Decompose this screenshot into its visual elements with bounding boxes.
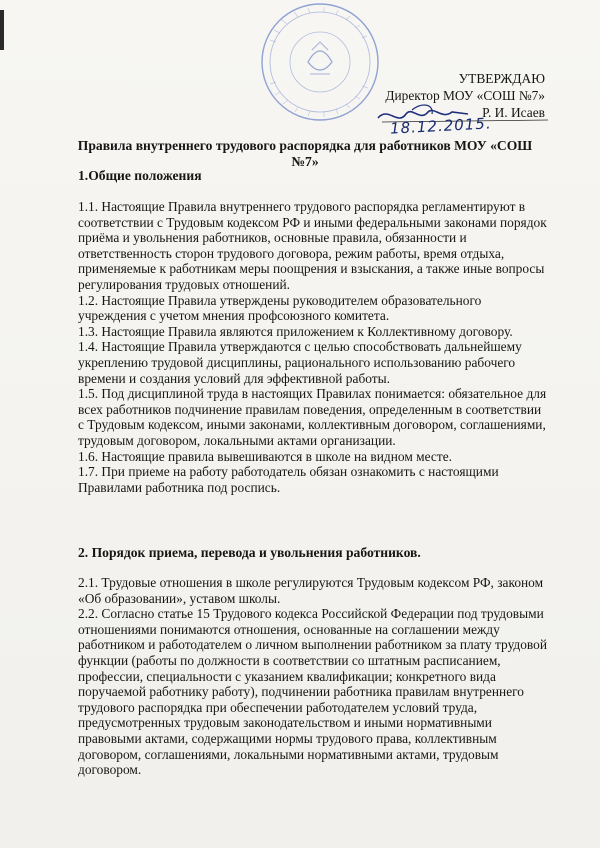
clause-1-7: 1.7. При приеме на работу работодатель обязан ознакомить с настоящими Правилами работника под роспись.: [78, 464, 499, 495]
clause-1-5: 1.5. Под дисциплиной труда в настоящих Правилах понимается: обязательное для всех работников подчинение правилам поведения, определенным в соответствии с Трудовым кодексом, иными законами, коллективным договором, соглашениями, трудовым договором, локальными актами организации.: [78, 386, 547, 448]
clause-2-2: 2.2. Согласно статье 15 Трудового кодекса Российской Федерации под трудовыми отношениями понимаются отношения, основанные на соглашении между работником и работодателем о личном выполнении работником за плату трудовой функции (работы по должности в соответствии со штатным расписанием, профессии, специальности с указанием квалификации; конкретного вида поручаемой работнику работу), подчинении работника правилам внутреннего трудового распорядка при обеспечении работодателем условий труда, предусмотренных трудовым законодательством и иными нормативными правовыми актами, содержащими нормы трудового права, коллективным договором, соглашениями, локальными нормативными актами, трудовым договором.: [78, 606, 548, 778]
approve-label: УТВЕРЖДАЮ: [458, 71, 545, 86]
document-title: Правила внутреннего трудового распорядка для работников МОУ «СОШ №7»: [77, 138, 533, 169]
clause-2-1: 2.1. Трудовые отношения в школе регулируются Трудовым кодексом РФ, законом «Об образовании», уставом школы.: [78, 575, 544, 606]
clause-1-6: 1.6. Настоящие правила вывешиваются в школе на видном месте.: [78, 448, 452, 464]
director-line: Директор МОУ «СОШ №7»: [385, 88, 545, 103]
section-1-body: [78, 199, 548, 495]
section-1-heading: 1.Общие положения: [78, 168, 202, 183]
signature-date: 18.12.2015.: [389, 114, 493, 138]
clause-1-2: 1.2. Настоящие Правила утверждены руководителем образовательного учреждения с учетом мнения профсоюзного комитета.: [78, 292, 482, 324]
school-seal-stamp: [250, 0, 390, 130]
director-name: Р. И. Исаев: [482, 105, 545, 120]
clause-1-1: 1.1. Настоящие Правила внутреннего трудового распорядка регламентируют в соответствии с Трудовым кодексом РФ и иными федеральными законами порядок приёма и увольнения работников, основные правила, обязанности и ответственность сторон трудового договора, режим работы, время отдыха, применяемые к работникам меры поощрения и взыскания, а также иные вопросы регулирования трудовых отношений.: [78, 199, 547, 292]
section-2-heading: 2. Порядок приема, перевода и увольнения работников.: [78, 545, 421, 560]
clause-1-4: 1.4. Настоящие Правила утверждаются с целью способствовать дальнейшему укреплению трудовой дисциплины, рационального использованию рабочего времени и создания условий для эффективной работы.: [78, 339, 522, 386]
section-2-body: [78, 575, 548, 778]
clause-1-3: 1.3. Настоящие Правила являются приложением к Коллективному договору.: [78, 323, 513, 339]
scan-edge-mark: [0, 10, 4, 50]
